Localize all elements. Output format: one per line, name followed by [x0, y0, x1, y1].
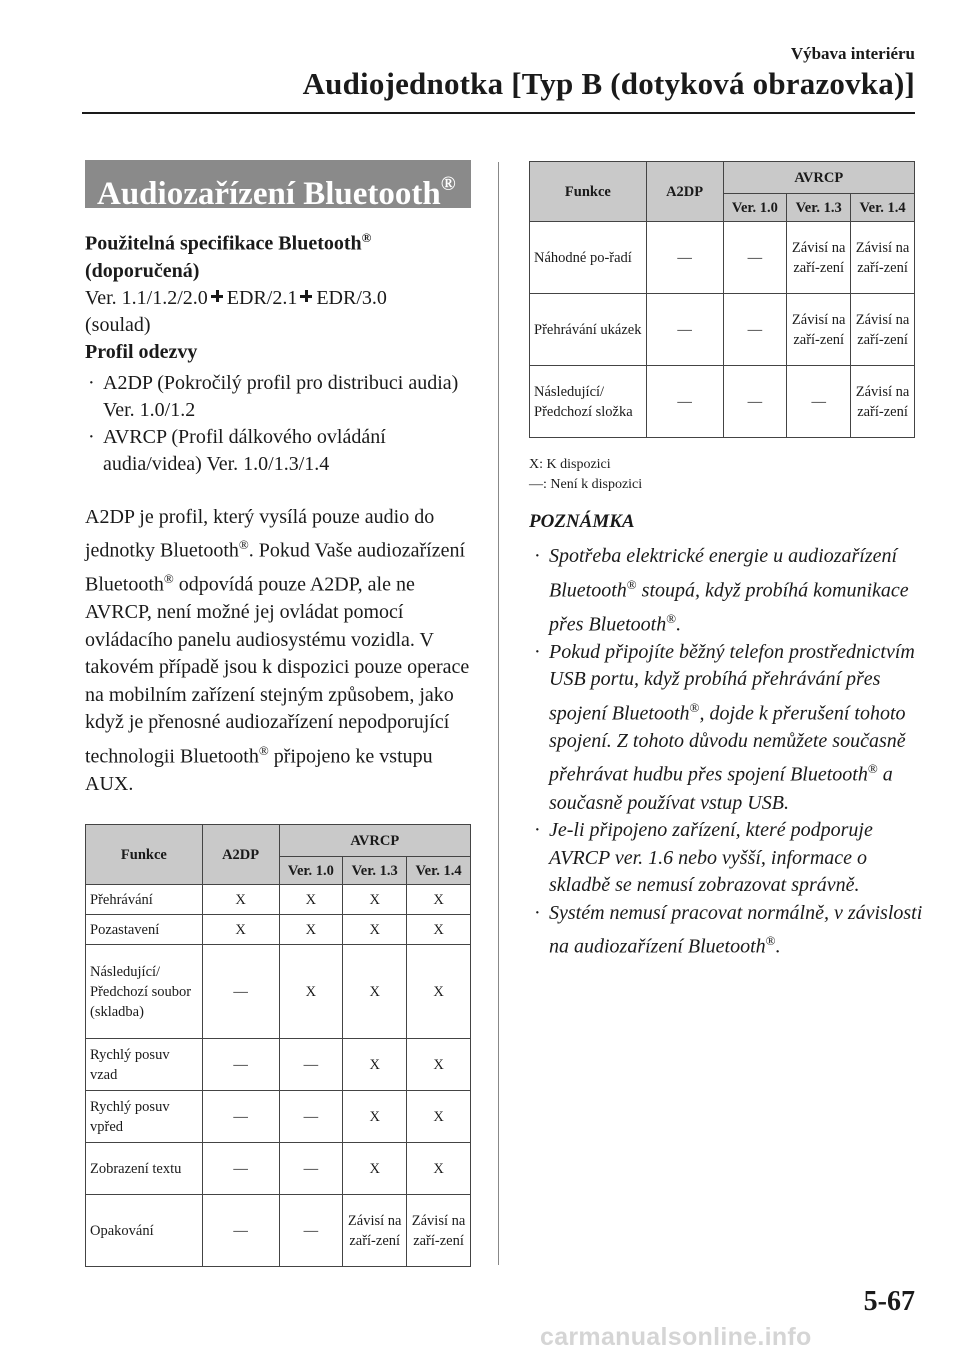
col-header-a2dp: A2DP — [202, 825, 279, 885]
cell-a2dp: — — [646, 222, 723, 294]
registered-mark: ® — [440, 173, 456, 195]
cell-ver13: Závisí na zaří-zení — [343, 1195, 407, 1267]
cell-ver13: X — [343, 1091, 407, 1143]
cell-a2dp: — — [202, 1039, 279, 1091]
plus-icon — [300, 290, 312, 302]
col-header-ver10: Ver. 1.0 — [723, 194, 787, 222]
table-row — [86, 1195, 471, 1267]
cell-a2dp: X — [202, 885, 279, 915]
spec-title-text: Použitelná specifikace Bluetooth — [85, 232, 362, 255]
cell-ver13: X — [343, 945, 407, 1039]
legend-available: X: K dispozici — [529, 457, 611, 472]
header-section-label: Výbava interiéru — [790, 44, 915, 63]
registered-mark: ® — [765, 933, 776, 949]
cell-ver10: — — [279, 1091, 343, 1143]
note-text: Pokud připojíte běžný telefon prostřednictvím USB portu, když probíhá přehrávání přes spojení Bluetooth — [549, 640, 915, 725]
col-header-avrcp: AVRCP — [723, 162, 915, 194]
ver-c: EDR/3.0 — [316, 286, 387, 309]
note-text: . — [775, 935, 781, 958]
function-table-1 — [85, 824, 471, 1267]
cell-ver10: — — [279, 1195, 343, 1267]
table-row — [530, 222, 915, 294]
note-text: Spotřeba elektrické energie u audiozařízení Bluetooth — [549, 545, 898, 602]
col-header-avrcp: AVRCP — [279, 825, 471, 857]
spec-compliance: (soulad) — [85, 313, 151, 336]
page-number: 5-67 — [863, 1286, 915, 1317]
col-header-function: Funkce — [86, 825, 203, 885]
cell-function: Rychlý posuv vzad — [86, 1039, 203, 1091]
col-header-ver14: Ver. 1.4 — [407, 857, 471, 885]
function-table-2 — [529, 161, 915, 438]
cell-function: Následující/ Předchozí soubor (skladba) — [86, 945, 203, 1039]
registered-mark: ® — [361, 230, 372, 245]
body-text: A2DP je profil, který vysílá pouze audio do jednotky Bluetooth — [85, 505, 435, 562]
registered-mark: ® — [163, 571, 174, 587]
cell-ver14: X — [407, 1091, 471, 1143]
cell-function: Opakování — [86, 1195, 203, 1267]
cell-a2dp: — — [202, 1143, 279, 1195]
cell-ver14: X — [407, 945, 471, 1039]
cell-ver10: X — [279, 945, 343, 1039]
body-paragraph — [85, 504, 471, 799]
note-title: POZNÁMKA — [529, 511, 635, 532]
col-header-ver13: Ver. 1.3 — [787, 194, 851, 222]
cell-ver10: — — [279, 1143, 343, 1195]
header-rule — [82, 112, 915, 114]
bullet-icon: · — [534, 819, 541, 842]
list-item — [531, 900, 926, 962]
col-header-ver10: Ver. 1.0 — [279, 857, 343, 885]
cell-ver14: X — [407, 1039, 471, 1091]
col-header-a2dp: A2DP — [646, 162, 723, 222]
cell-ver14: X — [407, 915, 471, 945]
note-text: , dojde k přerušení tohoto spojení. Z tohoto důvodu nemůžete současně přehrávat hudbu přes spojení Bluetooth — [549, 702, 906, 787]
profile-text: AVRCP (Profil dálkového ovládání audia/videa) Ver. 1.0/1.3/1.4 — [103, 425, 386, 475]
note-list — [531, 543, 926, 961]
registered-mark: ® — [689, 699, 700, 715]
cell-function: Zobrazení textu — [86, 1143, 203, 1195]
cell-ver14: Závisí na zaří-zení — [407, 1195, 471, 1267]
list-item — [531, 817, 926, 900]
bullet-icon: · — [88, 371, 95, 394]
legend-not-available: —: Není k dispozici — [529, 477, 643, 492]
table-row — [86, 1039, 471, 1091]
col-header-ver13: Ver. 1.3 — [343, 857, 407, 885]
body-text: odpovídá pouze A2DP, ale ne AVRCP, není možné jej ovládat pomocí ovládacího panelu audiosystému vozidla. V takovém případě jsou k dispozici pouze operace na mobilním zařízení stejným způsobem, jako když je přenosné audiozařízení nepodporující technologii Bluetooth — [85, 573, 470, 768]
list-item — [531, 543, 926, 639]
note-text: Systém nemusí pracovat normálně, v závislosti na audiozařízení Bluetooth — [549, 901, 923, 958]
cell-ver14: X — [407, 885, 471, 915]
note-text: stoupá, když probíhá komunikace přes Bluetooth — [549, 579, 909, 636]
note-text: . — [676, 613, 682, 636]
bullet-icon: · — [534, 545, 541, 567]
registered-mark: ® — [238, 537, 249, 553]
cell-a2dp: X — [202, 915, 279, 945]
spec-versions — [85, 285, 471, 312]
ver-b: EDR/2.1 — [226, 286, 298, 309]
cell-ver14: Závisí na zaří-zení — [851, 294, 915, 366]
cell-function: Pozastavení — [86, 915, 203, 945]
ver-a: Ver. 1.1/1.2/2.0 — [85, 286, 208, 309]
cell-ver10: — — [279, 1039, 343, 1091]
cell-function: Přehrávání ukázek — [530, 294, 647, 366]
cell-a2dp: — — [646, 294, 723, 366]
page-title: Audiojednotka [Typ B (dotyková obrazovka)] — [302, 66, 915, 101]
cell-ver13: Závisí na zaří-zení — [787, 294, 851, 366]
left-column — [85, 160, 471, 799]
cell-function: Přehrávání — [86, 885, 203, 915]
body-text: . Pokud Vaše audiozařízení Bluetooth — [85, 539, 466, 596]
plus-icon — [211, 290, 223, 302]
registered-mark: ® — [666, 610, 677, 626]
spec-recommended: (doporučená) — [85, 259, 200, 282]
cell-ver14: Závisí na zaří-zení — [851, 222, 915, 294]
table-row — [86, 945, 471, 1039]
cell-ver14: Závisí na zaří-zení — [851, 366, 915, 438]
table-row — [530, 366, 915, 438]
section-title: Audiozařízení Bluetooth — [97, 176, 441, 212]
cell-ver13: X — [343, 915, 407, 945]
cell-function: Rychlý posuv vpřed — [86, 1091, 203, 1143]
registered-mark: ® — [258, 742, 269, 758]
table-row — [86, 885, 471, 915]
column-divider — [498, 162, 499, 1265]
profile-list — [85, 370, 471, 478]
cell-ver14: X — [407, 1143, 471, 1195]
registered-mark: ® — [626, 576, 637, 592]
cell-a2dp: — — [202, 1091, 279, 1143]
cell-a2dp: — — [202, 1195, 279, 1267]
bullet-icon: · — [534, 901, 541, 924]
cell-ver13: Závisí na zaří-zení — [787, 222, 851, 294]
cell-ver10: — — [723, 366, 787, 438]
table-row — [86, 1143, 471, 1195]
cell-ver13: X — [343, 1143, 407, 1195]
table-row — [86, 1091, 471, 1143]
cell-ver10: X — [279, 885, 343, 915]
registered-mark: ® — [867, 761, 878, 777]
section-banner — [85, 160, 471, 212]
cell-function: Následující/ Předchozí složka — [530, 366, 647, 438]
cell-ver10: — — [723, 222, 787, 294]
bullet-icon: · — [534, 640, 541, 663]
table-row — [530, 294, 915, 366]
cell-ver10: X — [279, 915, 343, 945]
cell-ver13: X — [343, 1039, 407, 1091]
list-item — [85, 424, 471, 478]
list-item — [85, 370, 471, 424]
profile-text: A2DP (Pokročilý profil pro distribuci audia) Ver. 1.0/1.2 — [103, 371, 459, 421]
spec-title — [85, 224, 471, 258]
body-text: připojeno ke vstupu AUX. — [85, 745, 433, 796]
cell-a2dp: — — [646, 366, 723, 438]
watermark: carmanualsonline.info — [540, 1323, 812, 1351]
note-text: a současně používat vstup USB. — [549, 764, 893, 814]
cell-ver10: — — [723, 294, 787, 366]
bullet-icon: · — [88, 425, 95, 448]
profile-title: Profil odezvy — [85, 340, 198, 363]
list-item — [531, 639, 926, 817]
cell-function: Náhodné po-řadí — [530, 222, 647, 294]
cell-ver13: — — [787, 366, 851, 438]
col-header-function: Funkce — [530, 162, 647, 222]
cell-a2dp: — — [202, 945, 279, 1039]
note-text: Je-li připojeno zařízení, které podporuje AVRCP ver. 1.6 nebo vyšší, informace o skladbě se nemusí zobrazovat správně. — [549, 819, 873, 897]
cell-ver13: X — [343, 885, 407, 915]
col-header-ver14: Ver. 1.4 — [851, 194, 915, 222]
table-row — [86, 915, 471, 945]
